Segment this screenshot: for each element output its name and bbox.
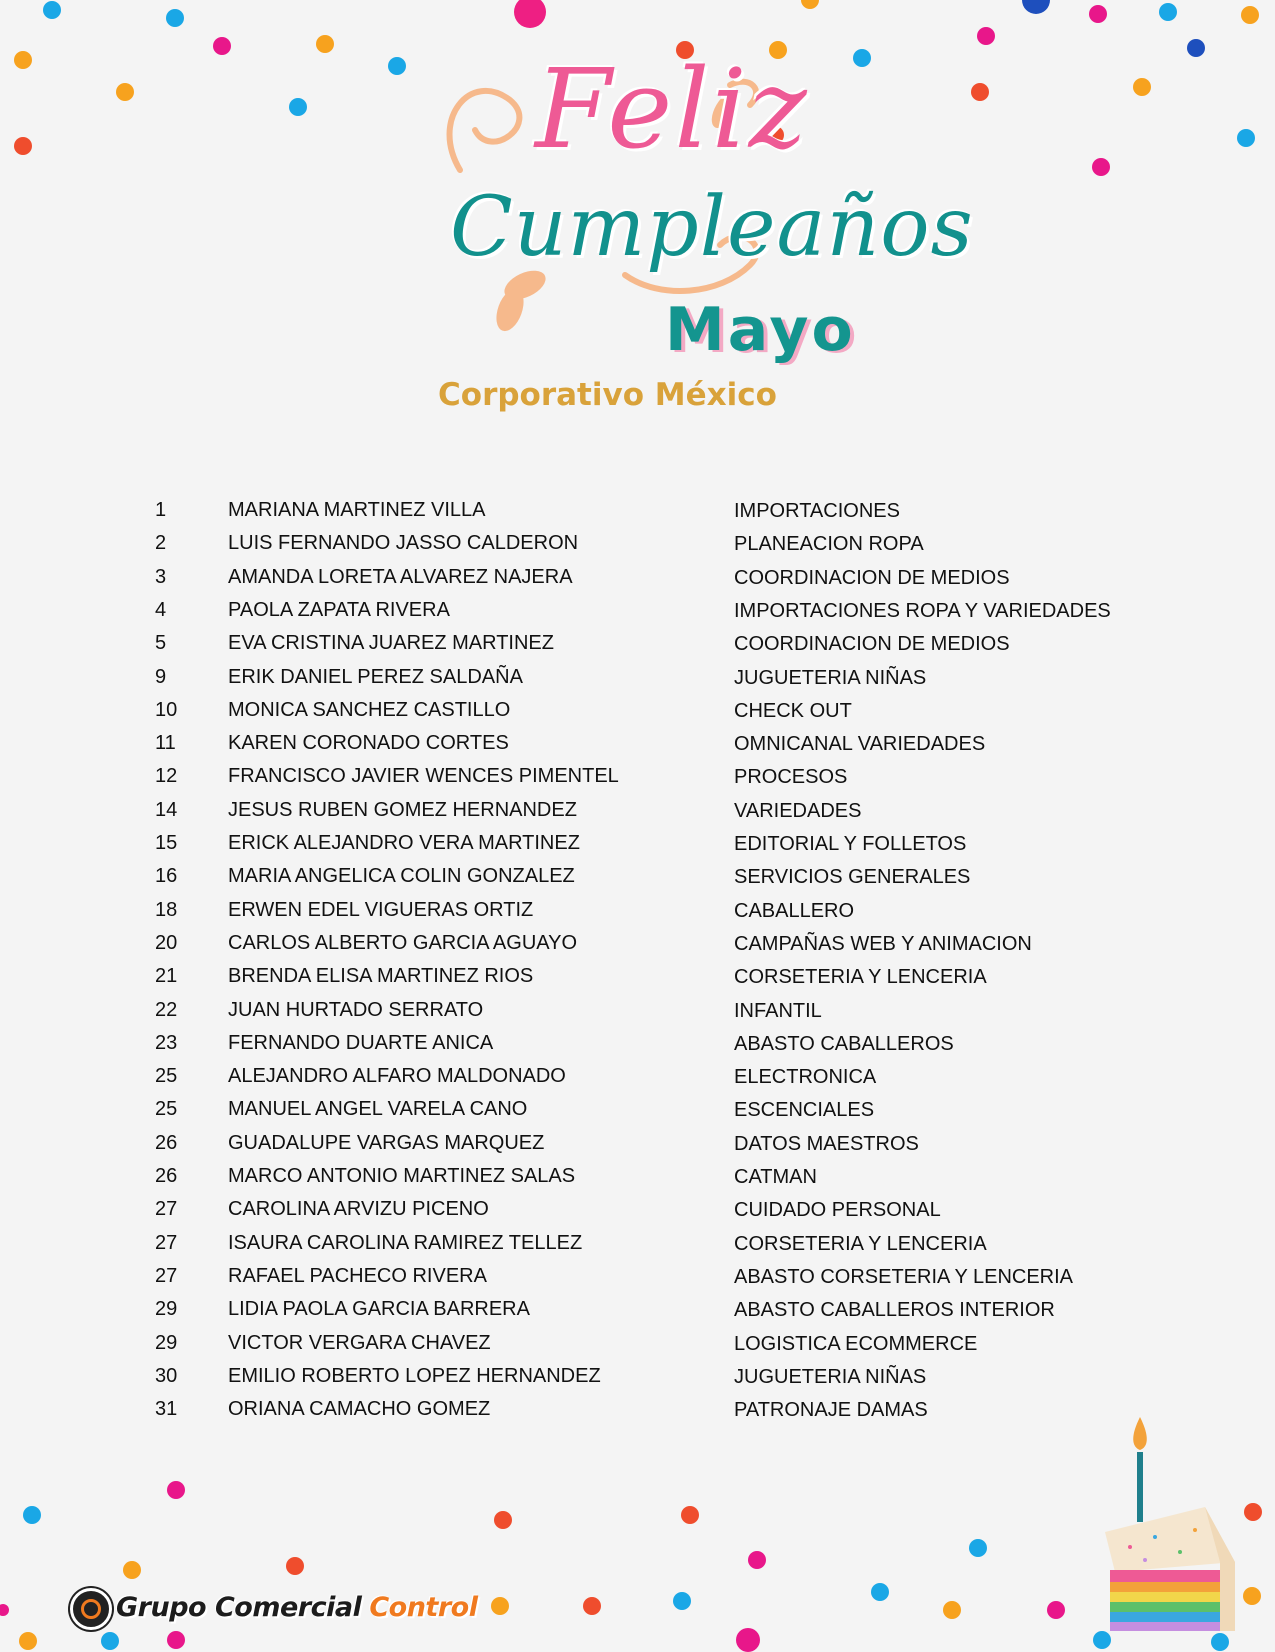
birthday-row (0, 1032, 1275, 1064)
birthday-row (0, 865, 1275, 897)
birthday-day: 30 (155, 1364, 178, 1387)
confetti-dot (101, 1632, 119, 1650)
confetti-dot (19, 1632, 37, 1650)
birthday-day: 9 (155, 665, 167, 688)
confetti-dot (977, 27, 995, 45)
birthday-row (0, 499, 1275, 531)
birthday-day: 20 (155, 931, 178, 954)
confetti-dot (1159, 3, 1177, 21)
confetti-dot (494, 1511, 512, 1529)
employee-name: ERICK ALEJANDRO VERA MARTINEZ (228, 832, 580, 854)
employee-name: EMILIO ROBERTO LOPEZ HERNANDEZ (228, 1364, 601, 1387)
employee-name: JUAN HURTADO SERRATO (228, 998, 484, 1021)
confetti-dot (943, 1601, 961, 1619)
birthday-day: 16 (155, 865, 178, 888)
employee-name: CARLOS ALBERTO GARCIA AGUAYO (228, 931, 578, 954)
subtitle-corporativo: Corporativo México (438, 377, 777, 413)
employee-department: ELECTRONICA (734, 1066, 877, 1089)
confetti-dot (167, 1481, 185, 1499)
logo-text (116, 1592, 477, 1623)
employee-name: ALEJANDRO ALFARO MALDONADO (228, 1065, 566, 1088)
birthday-day: 27 (155, 1231, 178, 1254)
logo-primary-text: Grupo Comercial (116, 1592, 362, 1623)
employee-department: IMPORTACIONES ROPA Y VARIEDADES (734, 599, 1111, 622)
employee-name: FERNANDO DUARTE ANICA (228, 1031, 494, 1054)
confetti-dot (123, 1561, 141, 1579)
confetti-dot (1093, 1631, 1111, 1649)
employee-department: OMNICANAL VARIEDADES (734, 733, 986, 756)
birthday-day: 12 (155, 765, 178, 788)
employee-department: IMPORTACIONES (734, 500, 900, 522)
birthday-day: 3 (155, 565, 167, 588)
birthday-row (0, 666, 1275, 698)
confetti-dot (673, 1592, 691, 1610)
employee-department: ABASTO CABALLEROS INTERIOR (734, 1299, 1055, 1322)
birthday-row (0, 1265, 1275, 1297)
confetti-dot (1241, 6, 1259, 24)
confetti-dot (583, 1597, 601, 1615)
employee-department: DATOS MAESTROS (734, 1132, 919, 1155)
confetti-dot (971, 83, 989, 101)
employee-department: COORDINACION DE MEDIOS (734, 633, 1010, 656)
employee-name: EVA CRISTINA JUAREZ MARTINEZ (228, 632, 554, 655)
logo-target-icon (70, 1588, 112, 1630)
employee-department: ESCENCIALES (734, 1099, 875, 1122)
employee-name: ORIANA CAMACHO GOMEZ (228, 1398, 491, 1421)
employee-name: ISAURA CAROLINA RAMIREZ TELLEZ (228, 1231, 583, 1254)
confetti-dot (167, 1631, 185, 1649)
birthday-row (0, 1098, 1275, 1130)
confetti-dot (1089, 5, 1107, 23)
confetti-dot (736, 1628, 760, 1652)
birthday-day: 1 (155, 499, 167, 521)
confetti-dot (213, 37, 231, 55)
employee-department: ABASTO CABALLEROS (734, 1032, 954, 1055)
birthday-row (0, 1165, 1275, 1197)
confetti-dot (491, 1597, 509, 1615)
birthday-row (0, 1332, 1275, 1364)
employee-department: CUIDADO PERSONAL (734, 1199, 941, 1222)
employee-name: AMANDA LORETA ALVAREZ NAJERA (228, 565, 573, 588)
birthday-row (0, 699, 1275, 731)
confetti-dot (1047, 1601, 1065, 1619)
employee-name: BRENDA ELISA MARTINEZ RIOS (228, 965, 534, 988)
birthday-day: 27 (155, 1264, 178, 1287)
birthday-day: 15 (155, 832, 178, 854)
birthday-day: 4 (155, 598, 167, 621)
employee-name: LUIS FERNANDO JASSO CALDERON (228, 532, 579, 555)
birthday-row (0, 1132, 1275, 1164)
employee-department: PLANEACION ROPA (734, 533, 924, 556)
birthday-day: 2 (155, 532, 167, 555)
birthday-day: 11 (155, 732, 176, 755)
birthday-row (0, 999, 1275, 1031)
birthday-day: 22 (155, 998, 178, 1021)
employee-name: MARIANA MARTINEZ VILLA (228, 499, 486, 521)
employee-department: VARIEDADES (734, 799, 862, 822)
confetti-dot (681, 1506, 699, 1524)
birthday-row (0, 1365, 1275, 1397)
employee-name: ERIK DANIEL PEREZ SALDAÑA (228, 665, 523, 688)
birthday-day: 5 (155, 632, 167, 655)
birthday-row (0, 1065, 1275, 1097)
confetti-dot (43, 1, 61, 19)
employee-department: CHECK OUT (734, 699, 852, 722)
birthday-row (0, 899, 1275, 931)
employee-name: ERWEN EDEL VIGUERAS ORTIZ (228, 898, 534, 921)
employee-name: RAFAEL PACHECO RIVERA (228, 1264, 487, 1287)
confetti-dot (748, 1551, 766, 1569)
confetti-dot (1133, 78, 1151, 96)
birthday-row (0, 532, 1275, 564)
employee-name: JESUS RUBEN GOMEZ HERNANDEZ (228, 798, 577, 821)
employee-department: EDITORIAL Y FOLLETOS (734, 833, 967, 855)
birthday-day: 23 (155, 1031, 178, 1054)
employee-department: INFANTIL (734, 999, 822, 1022)
confetti-dot (1092, 158, 1110, 176)
employee-department: ABASTO CORSETERIA Y LENCERIA (734, 1265, 1074, 1288)
confetti-dot (316, 35, 334, 53)
confetti-dot (286, 1557, 304, 1575)
birthday-day: 25 (155, 1065, 178, 1088)
birthday-day: 26 (155, 1131, 178, 1154)
birthday-row (0, 965, 1275, 997)
confetti-dot (1211, 1633, 1229, 1651)
confetti-dot (14, 137, 32, 155)
birthday-day: 10 (155, 698, 178, 721)
title-feliz: Feliz (535, 45, 809, 173)
birthday-row (0, 732, 1275, 764)
confetti-dot (801, 0, 819, 9)
birthday-day: 14 (155, 798, 178, 821)
employee-name: PAOLA ZAPATA RIVERA (228, 598, 450, 621)
title-month: Mayo (665, 295, 856, 365)
birthday-row (0, 599, 1275, 631)
confetti-dot (871, 1583, 889, 1601)
birthday-row (0, 832, 1275, 864)
employee-department: CORSETERIA Y LENCERIA (734, 966, 987, 989)
confetti-dot (14, 51, 32, 69)
employee-department: CORSETERIA Y LENCERIA (734, 1232, 987, 1255)
confetti-dot (514, 0, 546, 28)
birthday-row (0, 1298, 1275, 1330)
birthday-row (0, 799, 1275, 831)
birthday-day: 31 (155, 1398, 178, 1421)
employee-name: CAROLINA ARVIZU PICENO (228, 1198, 489, 1221)
birthday-row (0, 932, 1275, 964)
employee-department: LOGISTICA ECOMMERCE (734, 1332, 978, 1355)
confetti-dot (289, 98, 307, 116)
birthday-day: 26 (155, 1165, 178, 1187)
employee-department: CATMAN (734, 1166, 817, 1188)
birthday-day: 27 (155, 1198, 178, 1221)
employee-department: COORDINACION DE MEDIOS (734, 566, 1010, 589)
employee-department: JUGUETERIA NIÑAS (734, 666, 927, 689)
confetti-dot (23, 1506, 41, 1524)
confetti-dot (166, 9, 184, 27)
employee-department: CAMPAÑAS WEB Y ANIMACION (734, 932, 1032, 955)
employee-name: MARCO ANTONIO MARTINEZ SALAS (228, 1165, 576, 1187)
employee-department: SERVICIOS GENERALES (734, 866, 971, 889)
employee-name: GUADALUPE VARGAS MARQUEZ (228, 1131, 545, 1154)
employee-name: LIDIA PAOLA GARCIA BARRERA (228, 1298, 530, 1321)
header-artwork (430, 30, 974, 365)
employee-department: PATRONAJE DAMAS (734, 1399, 928, 1422)
birthday-row (0, 1398, 1275, 1430)
employee-department: CABALLERO (734, 899, 855, 922)
employee-department: JUGUETERIA NIÑAS (734, 1365, 927, 1388)
employee-name: FRANCISCO JAVIER WENCES PIMENTEL (228, 765, 619, 788)
employee-name: MANUEL ANGEL VARELA CANO (228, 1098, 528, 1121)
employee-name: MONICA SANCHEZ CASTILLO (228, 698, 511, 721)
birthday-day: 29 (155, 1331, 178, 1354)
birthday-day: 25 (155, 1098, 178, 1121)
birthday-row (0, 632, 1275, 664)
confetti-dot (1022, 0, 1050, 14)
employee-department: PROCESOS (734, 766, 848, 789)
employee-name: MARIA ANGELICA COLIN GONZALEZ (228, 865, 575, 888)
confetti-dot (116, 83, 134, 101)
birthday-row (0, 765, 1275, 797)
birthday-row (0, 1232, 1275, 1264)
title-cumpleanos: Cumpleaños (450, 180, 974, 275)
birthday-cake-icon (1100, 1412, 1250, 1632)
birthday-day: 21 (155, 965, 178, 988)
confetti-dot (0, 1604, 9, 1616)
confetti-dot (388, 57, 406, 75)
birthday-day: 29 (155, 1298, 178, 1321)
confetti-dot (1187, 39, 1205, 57)
birthday-row (0, 566, 1275, 598)
confetti-dot (1237, 129, 1255, 147)
confetti-dot (969, 1539, 987, 1557)
logo-accent-text: Control (369, 1592, 478, 1623)
employee-name: KAREN CORONADO CORTES (228, 732, 509, 755)
birthday-row (0, 1198, 1275, 1230)
employee-name: VICTOR VERGARA CHAVEZ (228, 1331, 491, 1354)
birthday-day: 18 (155, 898, 178, 921)
